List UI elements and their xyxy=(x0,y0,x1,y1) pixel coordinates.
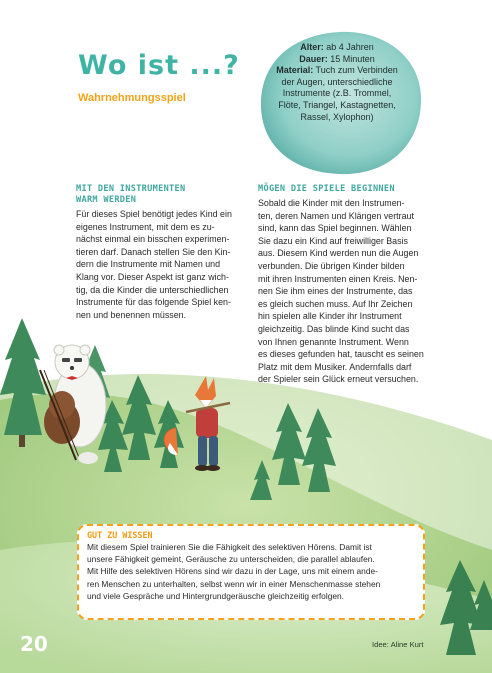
text-line: hin spielen alle Kinder ihr Instrument xyxy=(258,311,402,322)
detail-line: Flöte, Triangel, Kastagnetten, xyxy=(278,99,396,110)
text-line: nen Sie ihm eines der Instrumente, das xyxy=(258,286,413,297)
text-line: ren Menschen zu unterhalten, selbst wenn wir in einer Menschenmasse stehen xyxy=(87,578,381,589)
section-heading: MIT DEN INSTRUMENTEN WARM WERDEN xyxy=(76,184,186,205)
text-line: Sie dazu ein Kind auf freiwilliger Basis xyxy=(258,235,408,246)
section-body xyxy=(76,208,246,321)
text-line: es gleich suchen muss. Auf Ihr Zeichen xyxy=(258,298,413,309)
text-line: nächst einmal ein bisschen experimen- xyxy=(76,234,230,245)
detail-line: Material: Tuch zum Verbinden xyxy=(276,65,398,76)
text-line: Instrumente für das folgende Spiel ken- xyxy=(76,297,231,308)
page-subtitle: Wahrnehmungsspiel xyxy=(78,92,186,104)
text-line: unsere Fähigkeit gemeint, Geräusche zu unterscheiden, die parallel ablaufen. xyxy=(87,554,375,565)
text-line: von Ihnen genannte Instrument. Wenn xyxy=(258,336,409,347)
box-body xyxy=(87,541,415,602)
section-warm-up xyxy=(76,184,246,321)
text-line: und viele Gespräche und Hintergrundgeräusche gleichzeitig erfolgen. xyxy=(87,590,344,601)
idea-credit: Idee: Aline Kurt xyxy=(372,640,424,649)
tree-left xyxy=(0,318,46,447)
text-line: Klang vor. Dieser Aspekt ist ganz wich- xyxy=(76,271,229,282)
text-line: Mit Hilfe des selektiven Hörens sind wir dazu in der Lage, uns mit einem ande- xyxy=(87,566,378,577)
detail-line: der Augen, unterschiedliche xyxy=(281,76,393,87)
text-line: gleichzeitig. Das blinde Kind sucht das xyxy=(258,323,410,334)
section-game xyxy=(258,184,428,386)
text-line: tig, da die Kinder die unterschiedlichen xyxy=(76,284,229,295)
text-line: mit ihren Instrumenten einen Kreis. Nen- xyxy=(258,273,418,284)
text-line: eigenes Instrument, mit dem es zu- xyxy=(76,221,215,232)
text-line: Für dieses Spiel benötigt jedes Kind ein xyxy=(76,209,232,219)
detail-line: Rassel, Xylophon) xyxy=(300,111,374,122)
text-line: ten, deren Namen und Klängen vertraut xyxy=(258,210,414,221)
text-line: nen und benennen müssen. xyxy=(76,309,187,320)
box-heading: GUT ZU WISSEN xyxy=(87,530,153,540)
game-details xyxy=(262,42,412,123)
page-title: Wo ist ...? xyxy=(78,50,240,81)
text-line: sind, kann das Spiel beginnen. Wählen xyxy=(258,223,412,234)
text-line: es dieses gefunden hat, tauscht es seinen xyxy=(258,349,424,360)
text-line: Mit diesem Spiel trainieren Sie die Fähigkeit des selektiven Hörens. Damit ist xyxy=(87,542,372,552)
detail-line: Alter: ab 4 Jahren xyxy=(300,42,374,52)
detail-line: Instrumente (z.B. Trommel, xyxy=(282,88,392,99)
good-to-know-box xyxy=(77,524,425,620)
text-line: aus. Diesem Kind werden nun die Augen xyxy=(258,248,419,259)
text-line: Platz mit dem Musiker. Andernfalls darf xyxy=(258,361,412,372)
section-heading: MÖGEN DIE SPIELE BEGINNEN xyxy=(258,184,395,194)
text-line: der Spieler sein Glück erneut versuchen. xyxy=(258,374,419,385)
text-line: verbunden. Die übrigen Kinder bilden xyxy=(258,260,405,271)
text-line: Sobald die Kinder mit den Instrumen- xyxy=(258,198,405,208)
detail-line: Dauer: 15 Minuten xyxy=(299,53,375,64)
page-number: 20 xyxy=(20,632,48,656)
text-line: dern die Instrumente mit Namen und xyxy=(76,259,221,270)
section-body xyxy=(258,197,428,386)
text-line: tieren darf. Danach stellen Sie den Kin- xyxy=(76,246,231,257)
